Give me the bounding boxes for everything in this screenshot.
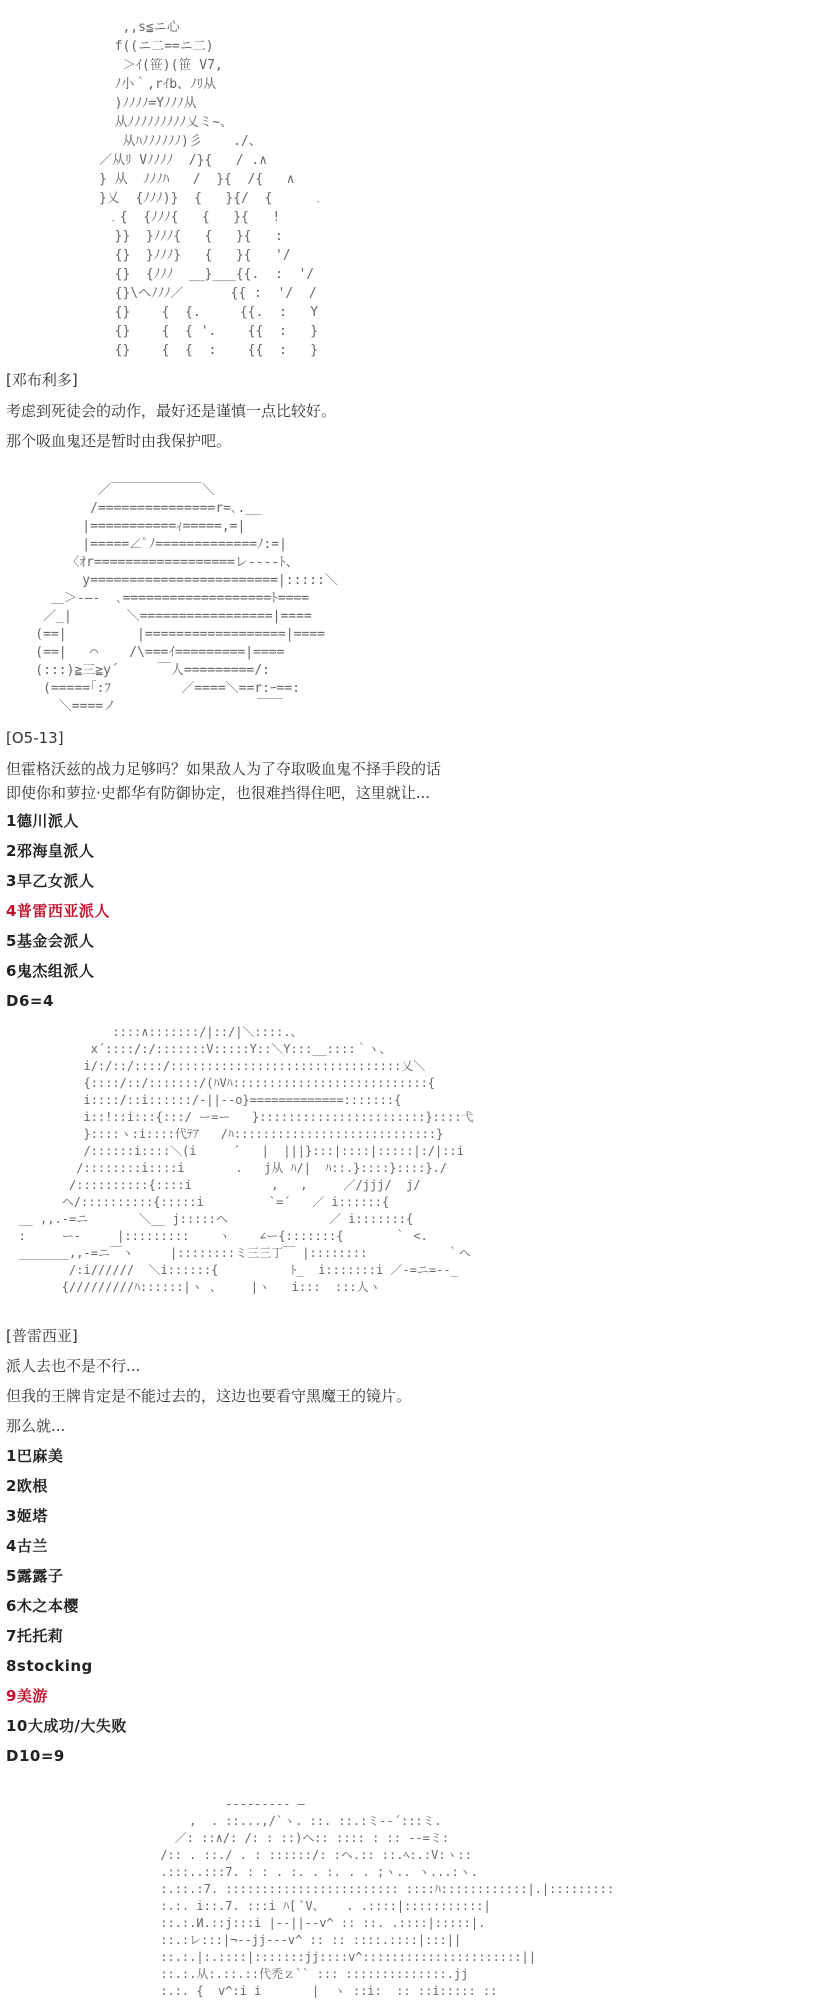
vote-option-selected: 9美游: [6, 1687, 48, 1705]
dialogue-line: 考虑到死徒会的动作，最好还是谨慎一点比较好。: [6, 402, 337, 420]
vote-option: 5露露子: [6, 1567, 64, 1585]
vote-option: 6鬼杰组派人: [6, 962, 95, 980]
vote-option: 4古兰: [6, 1537, 48, 1555]
vote-option-selected: 4普雷西亚派人: [6, 902, 110, 920]
ascii-art-figure-3: ::::∧:::::::/|::/|＼::::.、 x´::::/:/:::::::V:::::Y::＼Y:::__::::｀ヽ、 i/:/::/::::/::::::::::::::::::::::::::::::::乂＼ {::::/::/:::::::/(ﾊVﾊ:::::::::::::::::::::::::::{ i::::/::i::::::/-||--o}=============:::::::{ i::!::i:::{:::/ ー=ー }:::::::::::::::::::::::}::::弋 }::::ヽ:i::::代ﾃｱ /ﾊ::::::::::::::::::::::::::::} /::::::i::::＼(i ´ | |||}:::|::::|:::::|:/|::i /::::::::i::::i . j从 ﾊ/| ﾊ::.}::::}::::}./ /::::::::::{::::i , , ／/jjj/ j/ ヘ/::::::::::{:::::i `=´ ／ i::::::{ __ ,,.-=ニ ＼__ j:::::ヘ ／ i:::::::{ : ー‐ |::::::::: ヽ ∠ー{:::::::{ ｀ <. _______,,-=ニ￣ヽ |::::::::ミ三三丁￣ |:::::::: ｀ヘ /:i////// ＼i::::::{ ﾄ_ i:::::::i ／-=ニ=--_ {/////////ﾊ::::::|ヽ 、 |ヽ i::: :::人ヽ: [18, 1025, 474, 1294]
ascii-art-figure-4: --------- ― , . ::...,/`ヽ. ::. ::.:ミ-‐´:::ミ. ／: ::∧/: /: : ::)ヘ:: :::: : :: --=ミ: /:: . ::./ . : ::::::/: :ヘ.:: ::.ﾍ:.:V:ヽ:: .:::..:::7. : : . :. . :. . . ;ヽ.. ヽ...:ヽ. :.::.:7. :::::::::::::::::::::::: ::::ﾊ::::::::::::|.|::::::::: :.:. i::.7. :::i ﾊ[ ﾞV、 . .::::|:::::::::::| ::.:.И.::j:::i |--||--v^ :: ::. .::::|:::::|. ::.:レ:::|¬--jj---v^ :: :: ::::.::::|:::|| ::.:.|:.::::|:::::::jj::::v^::::::::::::::::::::::|| ::.:.从:.::.::代禿ｚ`` ::: ::::::::::::::.jj :.:. { v^:i i | ヽ ::i: :: ::i::::: ::: [160, 1797, 615, 1998]
dialogue-line: 但霍格沃兹的战力足够吗？如果敌人为了夺取吸血鬼不择手段的话: [6, 760, 442, 778]
vote-option: 2欧根: [6, 1477, 48, 1495]
dialogue-line: 派人去也不是不行...: [6, 1357, 141, 1375]
speaker-name: [普雷西亚]: [6, 1327, 78, 1345]
vote-option: 7托托莉: [6, 1627, 64, 1645]
dialogue-line: 但我的王牌肯定是不能过去的，这边也要看守黑魔王的镜片。: [6, 1387, 412, 1405]
ascii-art-figure-2: ／￣￣￣￣￣￣￣＼ /===============r=､.__ |===========ｨ=====,=| |=====∠ﾟﾉ=============ﾉ:=| 〈ｵr==================レ----ﾄ、 y========================|:::::＼ ＿＞-―- ､===================ﾄ==== ／_| ＼=================|==== (==| |==================|==== (==| ⌒ /\===ｲ=========|==== (:::)≧三≧y´ ￣人=========/: (=====｢:ﾌ ／====＼==r:ｰ==: ＼====ノ ￣￣: [35, 483, 338, 714]
vote-option: 3早乙女派人: [6, 872, 95, 890]
ascii-art-figure-1: ,,s≦ニ心 f((ニ二==ニ二) ＞ｲ(笹)(笹 V7, ﾉ小｀,rｲb、ﾉﾘ从 )ﾉﾉﾉﾉ=Yﾉﾉﾉ从 从ﾉﾉﾉﾉﾉﾉﾉﾉﾉ乂ミ~、 从ﾊﾉﾉﾉﾉﾉﾉ)彡 ./、 ／从ﾘ Vﾉﾉﾉﾉ /}{ / .∧ } 从 ﾉﾉﾉﾊ / }{ /{ ∧ }乂 {ﾉﾉﾉ)} { }{/ { ﹒ ﹒{ {ﾉﾉﾉ{ { }{ ! }} }ﾉﾉﾉ{ { }{ : {} }ﾉﾉﾉ} { }{ '/ {} {ﾉﾉﾉ __}___{{. : '/ {}\へﾉﾉﾉ／ {{ : '/ / {} { {. {{. : Y {} { { '. {{ : } {} { { : {{ : }: [98, 20, 325, 358]
vote-option: 3姬塔: [6, 1507, 48, 1525]
speaker-name: [O5-13]: [6, 729, 64, 747]
dice-result: D6=4: [6, 992, 54, 1010]
vote-option: 8stocking: [6, 1657, 93, 1675]
vote-option: 1巴麻美: [6, 1447, 64, 1465]
dice-result: D10=9: [6, 1747, 65, 1765]
vote-option: 2邪海皇派人: [6, 842, 95, 860]
vote-option: 5基金会派人: [6, 932, 95, 950]
speaker-name: [邓布利多]: [6, 371, 78, 389]
vote-option: 1德川派人: [6, 812, 79, 830]
dialogue-line: 那么就...: [6, 1417, 66, 1435]
dialogue-line: 那个吸血鬼还是暂时由我保护吧。: [6, 432, 232, 450]
vote-option: 10大成功/大失败: [6, 1717, 127, 1735]
dialogue-line: 即使你和萝拉·史都华有防御协定，也很难挡得住吧，这里就让...: [6, 784, 431, 802]
vote-option: 6木之本樱: [6, 1597, 79, 1615]
